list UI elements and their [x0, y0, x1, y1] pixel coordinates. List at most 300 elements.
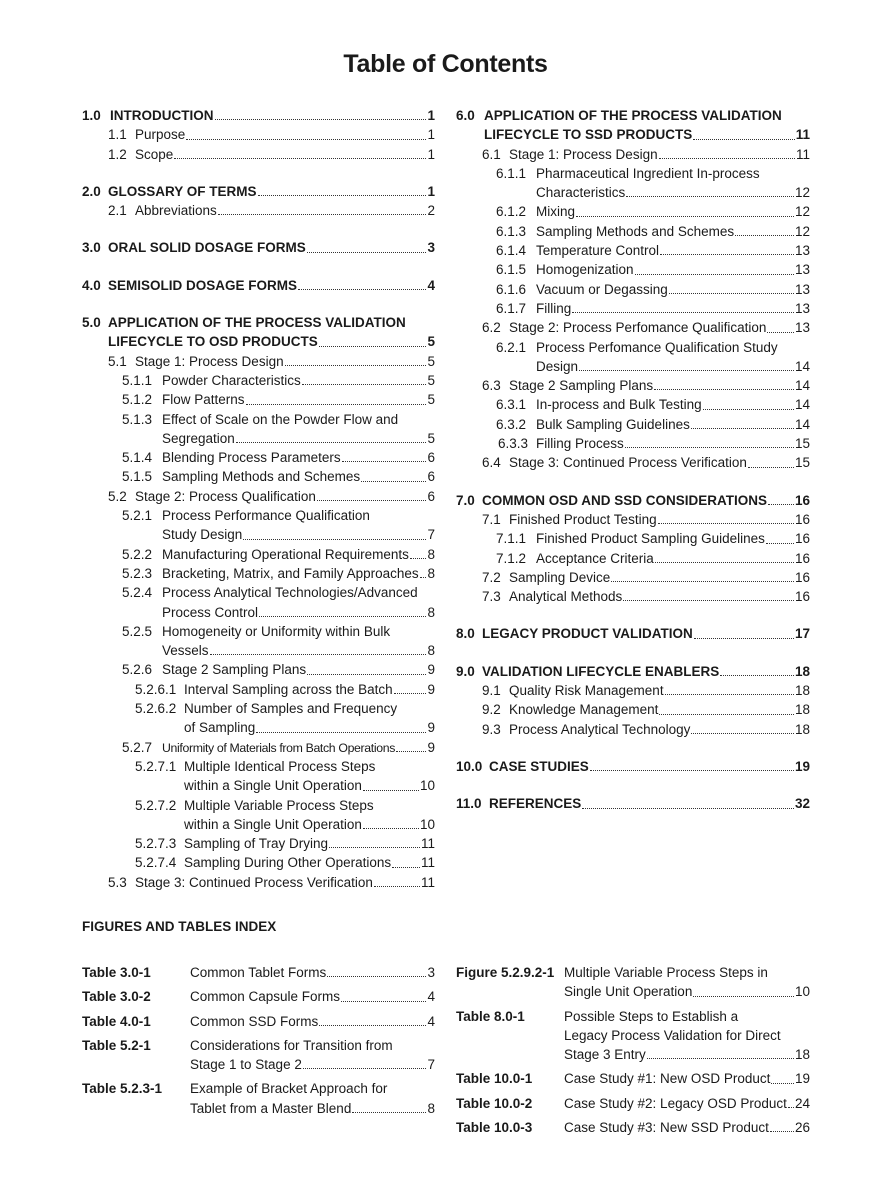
figure-table-label: Table 8.0-1: [456, 1008, 525, 1024]
dot-leader: [576, 216, 794, 217]
toc-entry-5-2-7-4[interactable]: [82, 853, 435, 872]
toc-entry-line: [135, 699, 435, 718]
figure-title-line: [564, 1007, 810, 1026]
toc-number: 6.1.5: [496, 262, 527, 278]
figure-table-entry[interactable]: [82, 1036, 435, 1075]
dot-leader: [770, 1131, 794, 1132]
toc-label: Sampling Device: [509, 569, 611, 585]
dot-leader: [654, 389, 794, 390]
toc-number: 5.2.7.4: [135, 855, 177, 871]
toc-entry-line: [496, 222, 810, 241]
toc-entry-line: [482, 700, 810, 719]
toc-number: 1.0: [82, 108, 101, 123]
dot-leader: [658, 523, 794, 524]
toc-number: 5.2: [108, 488, 127, 504]
toc-number: 5.3: [108, 874, 127, 890]
toc-entry-5-2-2[interactable]: [82, 545, 435, 564]
toc-entry-7-2[interactable]: [456, 568, 810, 587]
toc-page-number: 9: [427, 662, 435, 678]
toc-page-number: 16: [794, 589, 810, 605]
toc-entry-6-3[interactable]: [456, 376, 810, 395]
toc-page-number: 5: [427, 372, 435, 388]
dot-leader: [766, 543, 794, 544]
dot-leader: [327, 976, 426, 977]
toc-entry-5-3[interactable]: [82, 873, 435, 892]
toc-label: LEGACY PRODUCT VALIDATION: [482, 626, 693, 642]
toc-number: 6.1.1: [496, 165, 527, 181]
toc-entry-line: [135, 680, 435, 699]
toc-page-number: 14: [794, 358, 810, 374]
toc-entry-5-1-4[interactable]: [82, 448, 435, 467]
dot-leader: [420, 577, 427, 578]
toc-entry-line: [496, 529, 810, 548]
toc-page-number: 14: [794, 416, 810, 432]
toc-page-number: 18: [794, 702, 810, 718]
figure-title-text: Case Study #1: New OSD Product: [564, 1071, 771, 1087]
dot-leader: [788, 1107, 794, 1108]
figure-table-entry[interactable]: [82, 1012, 435, 1031]
figure-title-line: [564, 1118, 810, 1137]
toc-number: 6.1.7: [496, 300, 527, 316]
toc-entry-line: [122, 583, 435, 602]
toc-number: 6.1.4: [496, 243, 527, 259]
toc-label: VALIDATION LIFECYCLE ENABLERS: [482, 663, 720, 679]
toc-label: REFERENCES: [489, 796, 582, 812]
figure-table-entry[interactable]: [82, 1079, 435, 1118]
toc-label: Process Analytical Technology: [509, 721, 691, 737]
toc-entry-6-1-6[interactable]: [456, 280, 810, 299]
dot-leader: [259, 616, 426, 617]
toc-number: 5.2.5: [122, 623, 153, 639]
toc-entry-7-3[interactable]: [456, 587, 810, 606]
figure-table-entry[interactable]: [82, 987, 435, 1006]
toc-page-number: 12: [794, 223, 810, 239]
figure-table-title: [190, 1012, 435, 1031]
toc-entry-10-0[interactable]: [456, 757, 810, 776]
dot-leader: [352, 1112, 426, 1113]
figure-table-label: Figure 5.2.9.2-1: [456, 965, 555, 980]
toc-entry-line: [482, 510, 810, 529]
toc-page-number: 8: [427, 546, 435, 562]
toc-number: 5.2.6.2: [135, 701, 177, 717]
dot-leader: [396, 751, 426, 752]
figure-page-number: 7: [427, 1057, 435, 1073]
toc-entry-7-1[interactable]: [456, 510, 810, 529]
toc-label: Stage 2: Process Qualification: [135, 488, 316, 504]
dot-leader: [374, 886, 420, 887]
figure-title-text: Common SSD Forms: [190, 1013, 319, 1029]
dot-leader: [647, 1058, 794, 1059]
toc-entry-11-0[interactable]: [456, 794, 810, 813]
dot-leader: [363, 828, 419, 829]
toc-entry-6-4[interactable]: [456, 453, 810, 472]
toc-entry-line: [482, 568, 810, 587]
figure-title-text: Common Capsule Forms: [190, 989, 341, 1005]
toc-label: Vacuum or Degassing: [536, 281, 668, 297]
toc-entry-2-0[interactable]: [82, 182, 435, 201]
figure-page-number: 4: [427, 1013, 435, 1029]
toc-entry-5-2-7[interactable]: [82, 738, 435, 757]
toc-entry-6-1-2[interactable]: [456, 202, 810, 221]
toc-page-number: 9: [427, 681, 435, 697]
dot-leader: [768, 504, 794, 505]
toc-entry-line: [82, 276, 435, 295]
toc-entry-line: [496, 549, 810, 568]
toc-page-number: 6: [427, 488, 435, 504]
toc-entry-5-2-7-3[interactable]: [82, 834, 435, 853]
dot-leader: [735, 235, 794, 236]
toc-number: 5.2.6: [122, 662, 153, 678]
toc-entry-line: [482, 145, 810, 164]
toc-label: In-process and Bulk Testing: [536, 397, 702, 413]
toc-entry-6-1-4[interactable]: [456, 241, 810, 260]
toc-entry-6-3-2[interactable]: [456, 415, 810, 434]
toc-label: Bulk Sampling Guidelines: [536, 416, 690, 432]
toc-entry-line: [456, 125, 810, 144]
toc-label: Flow Patterns: [162, 392, 245, 408]
toc-label: Filling Process: [536, 436, 624, 452]
toc-entry-6-1-5[interactable]: [456, 260, 810, 279]
dot-leader: [317, 500, 427, 501]
toc-entry-line: [122, 738, 435, 757]
toc-label: Multiple Variable Process Steps: [184, 797, 374, 813]
toc-entry-line: [456, 491, 810, 510]
toc-page-number: 16: [794, 531, 810, 547]
toc-page-number: 1: [427, 183, 435, 199]
figure-table-label: Table 5.2-1: [82, 1037, 151, 1053]
toc-entry-1-1[interactable]: [82, 125, 435, 144]
toc-label: Abbreviations: [135, 203, 217, 219]
toc-entry-line: [122, 660, 435, 679]
toc-entry-line: [496, 164, 810, 183]
toc-entry-line: [135, 796, 435, 815]
dot-leader: [341, 1001, 426, 1002]
toc-label: Stage 2 Sampling Plans: [509, 378, 654, 394]
toc-number: 5.0: [82, 315, 101, 331]
toc-page-number: 6: [427, 450, 435, 466]
toc-entry-line: [122, 641, 435, 660]
toc-entry-6-1-3[interactable]: [456, 222, 810, 241]
toc-number: 6.4: [482, 455, 501, 471]
toc-page-number: 15: [794, 455, 810, 471]
figure-title-line: [564, 1069, 810, 1088]
toc-label: SEMISOLID DOSAGE FORMS: [108, 277, 298, 293]
toc-entry-line: [122, 390, 435, 409]
toc-page-number: 16: [794, 492, 810, 508]
dot-leader: [693, 139, 794, 140]
toc-number: 7.3: [482, 589, 501, 605]
toc-entry-5-2-7-1[interactable]: [82, 757, 435, 796]
figure-title-line: [190, 1079, 435, 1098]
toc-entry-line: [122, 622, 435, 641]
toc-label: Knowledge Management: [509, 702, 659, 718]
toc-label-continued: LIFECYCLE TO OSD PRODUCTS: [108, 334, 318, 350]
toc-label: Homogeneity or Uniformity within Bulk: [162, 623, 391, 639]
toc-label: Effect of Scale on the Powder Flow and: [162, 411, 399, 427]
toc-label: INTRODUCTION: [110, 108, 214, 123]
toc-entry-line: [135, 834, 435, 853]
toc-entry-5-2[interactable]: [82, 487, 435, 506]
toc-label: Stage 2: Process Perfomance Qualification: [509, 320, 767, 336]
toc-entry-6-2[interactable]: [456, 318, 810, 337]
toc-entry-6-2-1[interactable]: [456, 338, 810, 377]
toc-page-number: 17: [794, 626, 810, 642]
toc-entry-line: [496, 338, 810, 357]
toc-label: Interval Sampling across the Batch: [184, 681, 393, 697]
toc-entry-6-3-1[interactable]: [456, 395, 810, 414]
dot-leader: [691, 733, 794, 734]
figure-page-number: 18: [794, 1047, 810, 1063]
toc-label: Stage 3: Continued Process Verification: [509, 455, 747, 471]
figure-title-line: [564, 1045, 810, 1064]
figure-table-title: [190, 1079, 435, 1118]
toc-entry-3-0[interactable]: [82, 238, 435, 257]
toc-entry-5-1-5[interactable]: [82, 467, 435, 486]
figure-table-entry[interactable]: [456, 963, 810, 1002]
toc-entry-4-0[interactable]: [82, 276, 435, 295]
toc-label: Acceptance Criteria: [536, 550, 654, 566]
toc-entry-line: [108, 145, 435, 164]
toc-entry-6-1[interactable]: [456, 145, 810, 164]
toc-entry-7-1-1[interactable]: [456, 529, 810, 548]
page-title: Table of Contents: [343, 50, 548, 78]
toc-label: Mixing: [536, 204, 576, 220]
toc-label: Scope: [135, 146, 174, 162]
toc-entry-line: [482, 587, 810, 606]
figure-title-text: Legacy Process Validation for Direct: [564, 1027, 781, 1043]
figure-table-entry[interactable]: [456, 1118, 810, 1137]
toc-entry-line: [496, 299, 810, 318]
toc-entry-line: [482, 720, 810, 739]
toc-entry-6-1-7[interactable]: [456, 299, 810, 318]
dot-leader: [303, 1068, 427, 1069]
section-gap: [82, 220, 435, 238]
dot-leader: [660, 254, 794, 255]
toc-label: Homogenization: [536, 262, 634, 278]
toc-number: 4.0: [82, 277, 101, 293]
toc-page-number: 11: [795, 127, 810, 143]
toc-number: 6.0: [456, 108, 475, 123]
toc-entry-9-2[interactable]: [456, 700, 810, 719]
toc-page-number: 3: [427, 240, 435, 256]
toc-number: 5.1.5: [122, 469, 153, 485]
figure-table-entry[interactable]: [456, 1069, 810, 1088]
toc-page-number: 18: [794, 663, 810, 679]
toc-number: 9.0: [456, 663, 475, 679]
dot-leader: [659, 714, 794, 715]
section-gap: [82, 295, 435, 313]
toc-label-continued: within a Single Unit Operation: [184, 778, 362, 794]
figure-page-number: 26: [794, 1120, 810, 1136]
toc-page-number: 12: [794, 185, 810, 201]
section-gap: [82, 164, 435, 182]
toc-entry-5-2-6-2[interactable]: [82, 699, 435, 738]
toc-entry-6-3-3[interactable]: [456, 434, 810, 453]
toc-number: 5.2.7.3: [135, 836, 177, 852]
dot-leader: [236, 442, 427, 443]
toc-entry-6-1-1[interactable]: [456, 164, 810, 203]
toc-entry-line: [496, 395, 810, 414]
toc-number: 7.0: [456, 492, 475, 508]
toc-label: APPLICATION OF THE PROCESS VALIDATION: [484, 108, 782, 123]
toc-entry-line: [108, 201, 435, 220]
toc-entry-line: [456, 794, 810, 813]
toc-entry-line: [122, 603, 435, 622]
toc-label: Powder Characteristics: [162, 372, 301, 388]
dot-leader: [655, 562, 794, 563]
toc-number: 1.1: [108, 127, 127, 143]
toc-number: 5.2.6.1: [135, 681, 177, 697]
toc-label: COMMON OSD AND SSD CONSIDERATIONS: [482, 492, 768, 508]
toc-number: 6.1: [482, 146, 501, 162]
figure-title-text: Considerations for Transition from: [190, 1037, 393, 1053]
figure-table-entry[interactable]: [456, 1007, 810, 1065]
toc-entry-line: [122, 525, 435, 544]
dot-leader: [659, 158, 795, 159]
toc-entry-line: [496, 357, 810, 376]
dot-leader: [342, 461, 427, 462]
toc-entry-5-2-6-1[interactable]: [82, 680, 435, 699]
toc-page-number: 19: [794, 758, 810, 774]
dot-leader: [635, 274, 794, 275]
toc-number: 6.1.3: [496, 223, 527, 239]
toc-number: 5.1.1: [122, 372, 153, 388]
toc-label-continued: Vessels: [162, 643, 209, 659]
figure-title-text: Possible Steps to Establish a: [564, 1008, 739, 1024]
dot-leader: [694, 638, 794, 639]
toc-page-number: 11: [420, 874, 435, 890]
toc-number: 7.1.1: [496, 531, 527, 547]
toc-page-number: 18: [794, 683, 810, 699]
toc-entry-line: [122, 564, 435, 583]
toc-page-number: 7: [427, 527, 435, 543]
toc-entry-line: [122, 467, 435, 486]
toc-number: 5.2.7: [122, 739, 153, 755]
toc-number: 5.1: [108, 353, 127, 369]
toc-right-column: [456, 106, 810, 814]
toc-entry-5-2-5[interactable]: [82, 622, 435, 661]
toc-page-number: 13: [794, 320, 810, 336]
toc-number: 6.3: [482, 378, 501, 394]
dot-leader: [218, 214, 427, 215]
toc-entry-9-3[interactable]: [456, 720, 810, 739]
toc-entry-1-2[interactable]: [82, 145, 435, 164]
figure-table-entry[interactable]: [456, 1094, 810, 1113]
toc-entry-5-1-3[interactable]: [82, 410, 435, 449]
dot-leader: [298, 289, 426, 290]
toc-entry-8-0[interactable]: [456, 624, 810, 643]
toc-entry-5-1[interactable]: [82, 352, 435, 371]
toc-number: 5.1.3: [122, 411, 153, 427]
toc-entry-line: [122, 410, 435, 429]
toc-entry-2-1[interactable]: [82, 201, 435, 220]
figure-table-title: [564, 1069, 810, 1088]
figure-title-line: [190, 987, 435, 1006]
toc-entry-line: [82, 313, 435, 332]
figure-title-line: [190, 1055, 435, 1074]
toc-number: 5.2.3: [122, 565, 153, 581]
toc-entry-5-2-6[interactable]: [82, 660, 435, 679]
toc-entry-5-1-2[interactable]: [82, 390, 435, 409]
toc-label-continued: Design: [536, 358, 579, 374]
toc-entry-line: [498, 434, 810, 453]
figure-table-label: Table 10.0-1: [456, 1071, 533, 1087]
toc-page-number: 14: [794, 397, 810, 413]
toc-number: 5.2.4: [122, 585, 153, 601]
figure-title-text: Stage 3 Entry: [564, 1047, 646, 1063]
toc-number: 1.2: [108, 146, 127, 162]
toc-entry-line: [135, 718, 435, 737]
dot-leader: [363, 790, 419, 791]
toc-entry-line: [482, 681, 810, 700]
toc-number: 5.1.2: [122, 392, 153, 408]
toc-page-number: 12: [794, 204, 810, 220]
dot-leader: [210, 654, 427, 655]
toc-entry-5-2-3[interactable]: [82, 564, 435, 583]
toc-entry-5-2-1[interactable]: [82, 506, 435, 545]
dot-leader: [665, 694, 794, 695]
toc-label: Multiple Identical Process Steps: [184, 758, 376, 774]
dot-leader: [186, 139, 426, 140]
toc-entry-5-1-1[interactable]: [82, 371, 435, 390]
toc-entry-9-1[interactable]: [456, 681, 810, 700]
section-gap: [456, 776, 810, 794]
dot-leader: [625, 447, 794, 448]
toc-page-number: 18: [794, 721, 810, 737]
dot-leader: [256, 732, 426, 733]
toc-entry-5-0[interactable]: [82, 313, 435, 352]
toc-entry-line: [482, 453, 810, 472]
toc-entry-line: [82, 106, 435, 125]
toc-number: 9.1: [482, 683, 501, 699]
dot-leader: [626, 196, 794, 197]
toc-label: Pharmaceutical Ingredient In-process: [536, 165, 760, 181]
dot-leader: [720, 675, 794, 676]
toc-entry-line: [135, 853, 435, 872]
toc-label: Number of Samples and Frequency: [184, 701, 398, 717]
figures-left-column: [82, 963, 435, 1123]
dot-leader: [572, 312, 794, 313]
figure-title-text: Multiple Variable Process Steps in: [564, 965, 768, 980]
toc-entry-7-0[interactable]: [456, 491, 810, 510]
toc-entry-line: [108, 487, 435, 506]
dot-leader: [285, 365, 427, 366]
toc-number: 5.2.1: [122, 508, 153, 524]
toc-label: Manufacturing Operational Requirements: [162, 546, 409, 562]
toc-entry-7-1-2[interactable]: [456, 549, 810, 568]
toc-entry-5-2-7-2[interactable]: [82, 796, 435, 835]
figure-title-line: [564, 1094, 810, 1113]
toc-entry-1-0[interactable]: [82, 106, 435, 125]
toc-entry-5-2-4[interactable]: [82, 583, 435, 622]
toc-entry-9-0[interactable]: [456, 662, 810, 681]
toc-entry-line: [496, 202, 810, 221]
toc-entry-line: [496, 183, 810, 202]
toc-page-number: 1: [427, 146, 435, 162]
toc-page-number: 11: [420, 836, 435, 852]
toc-entry-6-0[interactable]: [456, 106, 810, 145]
figure-title-line: [564, 963, 810, 982]
toc-label: Process Perfomance Qualification Study: [536, 339, 778, 355]
dot-leader: [693, 996, 794, 997]
toc-page-number: 9: [427, 739, 435, 755]
figure-table-entry[interactable]: [82, 963, 435, 982]
figure-table-label: Table 5.2.3-1: [82, 1081, 163, 1097]
dot-leader: [258, 195, 427, 196]
toc-entry-line: [108, 873, 435, 892]
toc-page-number: 11: [420, 855, 435, 871]
toc-label: GLOSSARY OF TERMS: [108, 183, 257, 199]
